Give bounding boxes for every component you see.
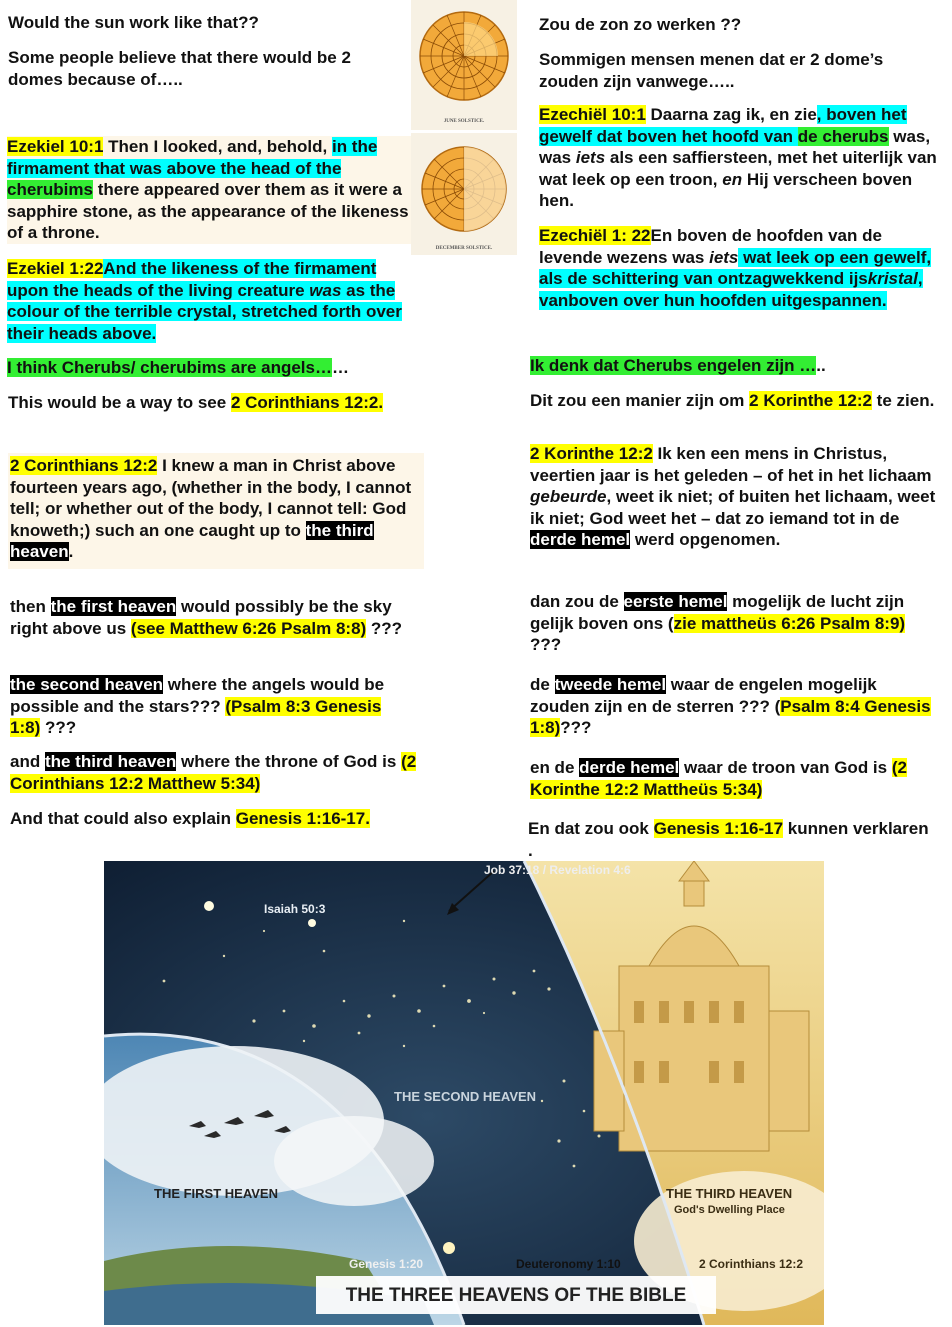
- left-corinthians-text-a: I knew a man in Christ above fourteen years ago, (whether in the body, I cannot tell; or whether out of the body, I cannot tell: God knoweth;) such an one caught up to: [10, 456, 412, 540]
- right-question: [539, 14, 939, 36]
- star-large: [204, 901, 214, 911]
- right-ezekiel-1-kristal: kristal: [867, 269, 918, 288]
- left-third-text-a: and: [10, 752, 45, 771]
- right-corinthians-gebeurde: gebeurde: [530, 487, 607, 506]
- left-way-to-see: [8, 392, 408, 414]
- left-way-text: This would be a way to see: [8, 393, 231, 412]
- right-ezekiel-1-paragraph: [539, 225, 949, 311]
- left-third-ref: (2 Corinthians 12:2 Matthew 5:34): [10, 752, 417, 793]
- left-ezekiel-10-ref: Ezekiel 10:1: [7, 137, 104, 156]
- right-third-text-a: en de: [530, 758, 580, 777]
- left-first-heaven-label: the first heaven: [50, 597, 177, 616]
- right-second-heaven-label: tweede hemel: [554, 675, 667, 694]
- right-second-text-d: ???: [560, 718, 592, 737]
- left-first-text-d: ???: [366, 618, 403, 638]
- right-domes-text: Sommigen mensen menen dat er 2 dome’s zouden zijn vanwege…..: [539, 50, 884, 91]
- label-deuteronomy: Deuteronomy 1:10: [516, 1257, 621, 1271]
- left-first-heaven: [10, 596, 410, 639]
- left-cherubs-note-tail: …: [331, 358, 349, 377]
- three-heavens-illustration: [104, 861, 824, 1325]
- left-ezekiel-1-paragraph: [7, 258, 417, 344]
- left-explain-text: And that could also explain: [10, 809, 236, 828]
- left-ezekiel-1-ref: Ezekiel 1:22: [7, 259, 104, 278]
- left-second-text-d: ???: [40, 718, 77, 737]
- right-second-ref: Psalm 8:4 Genesis 1:8): [530, 696, 931, 737]
- left-second-heaven-label: the second heaven: [10, 675, 164, 694]
- right-way-text-a: Dit zou een manier zijn om: [530, 391, 750, 410]
- right-ezekiel-10-text-f: als een saffiersteen, met het uiterlijk van wat leek op een troon,: [539, 148, 937, 189]
- right-ezekiel-10-ref: Ezechiël 10:1: [539, 105, 646, 124]
- right-domes-intro: [539, 49, 939, 92]
- right-question-text: Zou de zon zo werken ??: [539, 15, 742, 34]
- title-banner-text: THE THREE HEAVENS OF THE BIBLE: [345, 1285, 687, 1306]
- right-ezekiel-10-iets: iets: [575, 148, 606, 167]
- left-question: [8, 12, 408, 34]
- right-ezekiel-10-text-a: Daarna zag ik, en zie: [645, 105, 817, 124]
- right-second-text-a: de: [530, 675, 555, 694]
- right-ezekiel-1-ref: Ezechiël 1: 22: [539, 226, 651, 245]
- right-ezekiel-10-en: en: [722, 169, 743, 189]
- right-ezekiel-10-text-b: , boven het gewelf dat boven het hoofd van: [539, 105, 907, 146]
- left-cherubs-note-text: I think Cherubs/ cherubims are angels…: [7, 358, 332, 377]
- left-first-text-a: then: [10, 597, 51, 616]
- first-heaven-cloud-small: [274, 1116, 434, 1206]
- left-first-text-c: would possibly be the sky right above us: [10, 597, 392, 638]
- left-third-heaven-label: the third heaven: [44, 752, 177, 771]
- right-way-text-b: te zien.: [871, 391, 935, 410]
- left-ezekiel-1-was: was: [309, 280, 342, 300]
- left-way-ref: 2 Corinthians 12:2.: [230, 393, 384, 412]
- label-genesis: Genesis 1:20: [349, 1257, 424, 1271]
- right-first-text-c: mogelijk de lucht zijn gelijk boven ons (: [530, 592, 905, 633]
- left-question-text: Would the sun work like that??: [8, 13, 259, 32]
- left-corinthians-ref: 2 Corinthians 12:2: [10, 456, 158, 475]
- right-corinthians-text-c: , weet ik niet; of buiten het lichaam, weet ik niet; God weet het – dat zo iemand tot in de: [530, 487, 936, 528]
- right-way-to-see: [530, 390, 940, 412]
- label-first-heaven: THE FIRST HEAVEN: [154, 1186, 278, 1201]
- right-explain-text-a: En dat zou ook: [528, 819, 654, 838]
- right-cherubs-note: [530, 355, 940, 377]
- bright-star: [443, 1242, 455, 1254]
- left-ezekiel-10-paragraph: [7, 136, 415, 244]
- right-first-ref: zie mattheüs 6:26 Psalm 8:9): [673, 613, 906, 633]
- right-corinthians-derde-hemel: derde hemel: [530, 530, 631, 549]
- right-second-heaven: [530, 674, 940, 739]
- left-corinthians-text-c: .: [68, 542, 74, 561]
- right-ezekiel-1-text-a: En boven de hoofden van de levende wezens was: [539, 226, 882, 267]
- label-job-revelation: Job 37:18 / Revelation 4:6: [484, 863, 631, 877]
- right-corinthians-text-a: Ik ken een mens in Christus, veertien jaar is het geleden – of het in het lichaam: [530, 444, 932, 485]
- left-ezekiel-1-text-a: And the likeness of the firmament upon the heads of the living creature: [7, 259, 377, 300]
- right-ezekiel-1-text-c: wat leek op een gewelf, als de schittering van ontzagwekkend ijs: [539, 247, 932, 288]
- left-ezekiel-10-text-b: in the firmament that was above the head of the: [7, 137, 378, 178]
- december-solstice-diagram: [411, 133, 517, 255]
- left-first-ref: (see Matthew 6:26 Psalm 8:8): [130, 618, 367, 638]
- right-ezekiel-10-text-h: Hij verscheen boven hen.: [539, 169, 913, 210]
- right-ezekiel-1-text-e: , vanboven over hun hoofden uitgespannen.: [539, 269, 923, 310]
- right-first-heaven-label: eerste hemel: [623, 592, 728, 611]
- december-solstice-caption: DECEMBER SOLSTICE.: [435, 246, 493, 251]
- right-corinthians-text-e: werd opgenomen.: [630, 530, 781, 549]
- left-second-text-c: where the angels would be possible and the stars???: [10, 675, 385, 716]
- june-solstice-caption: JUNE SOLSTICE.: [443, 119, 485, 124]
- left-ezekiel-10-text-a: Then I looked, and, behold,: [103, 137, 332, 156]
- label-isaiah: Isaiah 50:3: [264, 902, 326, 916]
- right-first-text-a: dan zou de: [530, 592, 624, 611]
- right-third-heaven-label: derde hemel: [579, 758, 680, 777]
- right-way-ref: 2 Korinthe 12:2: [749, 391, 872, 410]
- left-corinthians-paragraph: [8, 453, 424, 569]
- right-third-heaven: [530, 757, 940, 800]
- left-corinthians-third-heaven: the third heaven: [10, 520, 374, 561]
- right-ezekiel-1-iets: iets: [709, 247, 739, 267]
- right-first-heaven: [530, 591, 940, 656]
- left-ezekiel-10-cherubims: cherubims: [7, 180, 93, 199]
- left-domes-intro: [8, 47, 408, 90]
- left-domes-text: Some people believe that there would be 2 domes because of…..: [8, 48, 351, 89]
- left-second-heaven: [10, 674, 410, 739]
- right-explain: [528, 818, 938, 861]
- left-ezekiel-10-text-d: there appeared over them as it were a sapphire stone, as the appearance of the likeness of a throne.: [7, 180, 409, 242]
- right-third-text-c: waar de troon van God is: [679, 758, 892, 777]
- left-explain-ref: Genesis 1:16-17.: [235, 809, 370, 828]
- star-medium: [308, 919, 316, 927]
- left-cherubs-note: [7, 357, 417, 379]
- right-first-text-d: ???: [530, 635, 562, 654]
- left-explain: [10, 808, 430, 830]
- right-second-text-c: waar de engelen mogelijk zouden zijn en de sterren ??? (: [530, 675, 877, 716]
- june-solstice-diagram: [411, 0, 517, 130]
- right-ezekiel-10-paragraph: [539, 104, 949, 212]
- label-gods-dwelling: God's Dwelling Place: [674, 1204, 785, 1216]
- right-ezekiel-10-text-d: was, was: [539, 126, 931, 167]
- right-cherubs-note-tail: ..: [816, 356, 826, 375]
- left-third-heaven: [10, 751, 430, 794]
- right-cherubs-note-text: Ik denk dat Cherubs engelen zijn …: [530, 356, 817, 375]
- right-corinthians-ref: 2 Korinthe 12:2: [530, 444, 653, 463]
- label-second-heaven: THE SECOND HEAVEN: [394, 1089, 537, 1104]
- label-third-heaven: THE THIRD HEAVEN: [666, 1186, 793, 1201]
- right-explain-ref: Genesis 1:16-17: [653, 819, 784, 838]
- left-ezekiel-1-text-c: as the colour of the terrible crystal, stretched forth over their heads above.: [7, 280, 402, 343]
- right-third-ref: (2 Korinthe 12:2 Mattheüs 5:34): [530, 758, 907, 799]
- right-ezekiel-10-cherubs: de cherubs: [797, 126, 889, 146]
- right-corinthians-paragraph: [530, 443, 940, 551]
- right-explain-text-b: kunnen verklaren .: [528, 819, 929, 860]
- left-third-text-c: where the throne of God is: [176, 752, 402, 771]
- label-corinthians: 2 Corinthians 12:2: [699, 1257, 804, 1271]
- left-second-ref: (Psalm 8:3 Genesis 1:8): [10, 696, 382, 737]
